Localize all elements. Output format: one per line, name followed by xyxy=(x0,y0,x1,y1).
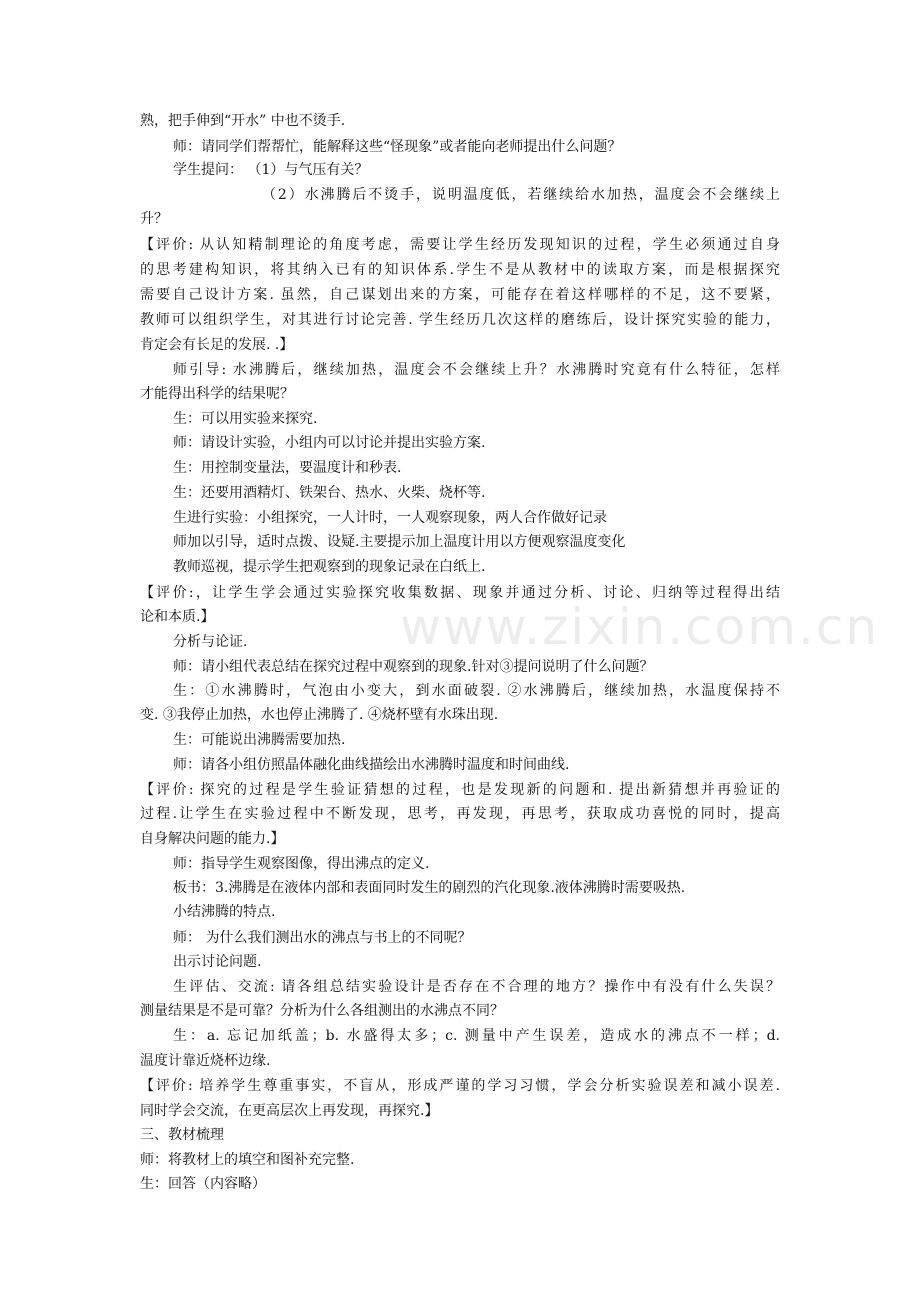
text-line xyxy=(0,409,920,429)
text-line xyxy=(0,360,920,386)
text-line-content: 生：a. 忘记加纸盖；b. 水盛得太多；c. 测量中产生误差，造成水的沸点不一样；d. xyxy=(173,1028,780,1044)
evaluation-line xyxy=(0,335,920,355)
text-line xyxy=(0,1026,920,1052)
text-line-content: 师：请小组代表总结在探究过程中观察到的现象.针对③提问说明了什么问题？ xyxy=(173,659,654,675)
text-line-content: 板书：3.沸腾是在液体内部和表面同时发生的剧烈的汽化现象.液体沸腾时需要吸热. xyxy=(173,880,686,896)
evaluation-line xyxy=(0,607,920,627)
text-line xyxy=(0,730,920,750)
text-line xyxy=(0,681,920,707)
text-line xyxy=(0,532,920,552)
text-line xyxy=(0,483,920,503)
text-line xyxy=(0,185,920,211)
text-line-content: 【评价:，让学生学会通过实验探究收集数据、现象并通过分析、讨论、归纳等过程得出结 xyxy=(140,585,780,601)
text-line-content: 生：用控制变量法，要温度计和秒表. xyxy=(173,460,402,476)
text-line xyxy=(0,755,920,775)
text-line xyxy=(0,111,920,131)
evaluation-line xyxy=(0,829,920,849)
evaluation-line xyxy=(0,804,920,830)
text-line xyxy=(0,1001,920,1021)
evaluation-line xyxy=(0,260,920,286)
evaluation-line xyxy=(0,1076,920,1102)
text-line-content: （2）水沸腾后不烫手，说明温度低，若继续给水加热，温度会不会继续上 xyxy=(262,187,780,203)
text-line-content: 论和本质.】 xyxy=(140,609,215,625)
text-line xyxy=(0,557,920,577)
text-line-content: 师：将教材上的填空和图补充完整. xyxy=(140,1152,355,1168)
text-line xyxy=(0,458,920,478)
text-line-content: 师引导: 水沸腾后，继续加热，温度会不会继续上升？水沸腾时究竟有什么特征，怎样 xyxy=(173,362,780,378)
text-line xyxy=(0,928,920,948)
text-line-content: 同时学会交流，在更高层次上再发现，再探究.】 xyxy=(140,1103,439,1119)
text-line-content: 教师可以组织学生，对其进行讨论完善. 学生经历几次这样的磨练后，设计探究实验的能力， xyxy=(140,312,780,328)
evaluation-line xyxy=(0,235,920,261)
section-heading xyxy=(0,1125,920,1145)
text-line-content: 变. ③我停止加热，水也停止沸腾了. ④烧杯壁有水珠出现. xyxy=(140,707,499,723)
text-line-content: 生评估、交流: 请各组总结实验设计是否存在不合理的地方？操作中有没有什么失误？ xyxy=(173,979,780,995)
text-line-content: 分析与论证. xyxy=(173,634,248,650)
text-line xyxy=(0,705,920,725)
text-line-content: 生：可以用实验来探究. xyxy=(173,411,318,427)
text-line-content: 过程.让学生在实验过程中不断发现，思考，再发现，再思考，获取成功喜悦的同时，提高 xyxy=(140,806,780,822)
text-line-content: 肯定会有长足的发展. .】 xyxy=(140,337,294,353)
text-line-content: 【评价: 从认知精制理论的角度考虑，需要让学生经历发现知识的过程，学生必须通过自身 xyxy=(140,237,780,253)
text-line-content: 师：请设计实验，小组内可以讨论并提出实验方案. xyxy=(173,435,486,451)
text-line xyxy=(0,977,920,1003)
text-line-content: 【评价: 培养学生尊重事实，不盲从，形成严谨的学习习惯，学会分析实验误差和减小误差. xyxy=(140,1078,780,1094)
text-line-content: 自身解决问题的能力.】 xyxy=(140,831,285,847)
text-line xyxy=(0,1051,920,1071)
text-line xyxy=(0,902,920,922)
text-line-content: 小结沸腾的特点. xyxy=(173,904,276,920)
text-line-content: 出示讨论问题. xyxy=(173,954,262,970)
text-line-content: 需要自己设计方案. 虽然，自己谋划出来的方案，可能存在着这样哪样的不足，这不要紧， xyxy=(140,287,780,303)
evaluation-line xyxy=(0,310,920,336)
text-line-content: 生：①水沸腾时，气泡由小变大，到水面破裂. ②水沸腾后，继续加热，水温度保持不 xyxy=(173,683,780,699)
text-line xyxy=(0,632,920,652)
text-line-content: 学生提问： （1）与气压有关？ xyxy=(173,162,369,178)
text-line-content: 师：请各小组仿照晶体融化曲线描绘出水沸腾时温度和时间曲线. xyxy=(173,757,570,773)
text-line-content: 才能得出科学的结果呢？ xyxy=(140,386,294,402)
text-line xyxy=(0,160,920,180)
text-line-content: 的思考建构知识，将其纳入已有的知识体系.学生不是从教材中的读取方案，而是根据探究 xyxy=(140,262,780,278)
text-line xyxy=(0,952,920,972)
text-line xyxy=(0,878,920,898)
text-line xyxy=(0,137,920,157)
watermark: www.zixin.com.cn xyxy=(400,598,880,656)
text-line-content: 师：请同学们帮帮忙，能解释这些“怪现象”或者能向老师提出什么问题？ xyxy=(173,139,622,155)
text-line xyxy=(0,1174,920,1194)
text-line-content: 测量结果是不是可靠？分析为什么各组测出的水沸点不同？ xyxy=(140,1003,504,1019)
text-line-content: 温度计靠近烧杯边缘. xyxy=(140,1053,271,1069)
text-line-content: 生：可能说出沸腾需要加热. xyxy=(173,732,346,748)
text-line-content: 教师巡视，提示学生把观察到的现象记录在白纸上. xyxy=(173,559,486,575)
text-line xyxy=(0,657,920,677)
text-line-content: 师： 为什么我们测出水的沸点与书上的不同呢？ xyxy=(173,930,472,946)
text-line xyxy=(0,508,920,528)
text-line-content: 师加以引导，适时点拨、设疑.主要提示加上温度计用以方便观察温度变化 xyxy=(173,534,626,550)
evaluation-line xyxy=(0,1101,920,1121)
text-line-content: 升？ xyxy=(140,211,168,227)
evaluation-line xyxy=(0,583,920,609)
text-line-content: 生：回答（内容略） xyxy=(140,1176,266,1192)
evaluation-line xyxy=(0,780,920,806)
text-line xyxy=(0,1150,920,1170)
text-line xyxy=(0,384,920,404)
text-line xyxy=(0,433,920,453)
text-line xyxy=(0,209,920,229)
text-line-content: 生：还要用酒精灯、铁架台、热水、火柴、烧杯等. xyxy=(173,485,486,501)
text-line xyxy=(0,854,920,874)
evaluation-line xyxy=(0,285,920,311)
text-line-content: 三、教材梳理 xyxy=(140,1127,224,1143)
text-line-content: 师：指导学生观察图像，得出沸点的定义. xyxy=(173,856,430,872)
text-line-content: 【评价: 探究的过程是学生验证猜想的过程，也是发现新的问题和. 提出新猜想并再验证的 xyxy=(140,782,780,798)
text-line-content: 熟，把手伸到“开水” 中也不烫手. xyxy=(140,113,346,129)
text-line-content: 生进行实验：小组探究，一人计时，一人观察现象，两人合作做好记录 xyxy=(173,510,607,526)
